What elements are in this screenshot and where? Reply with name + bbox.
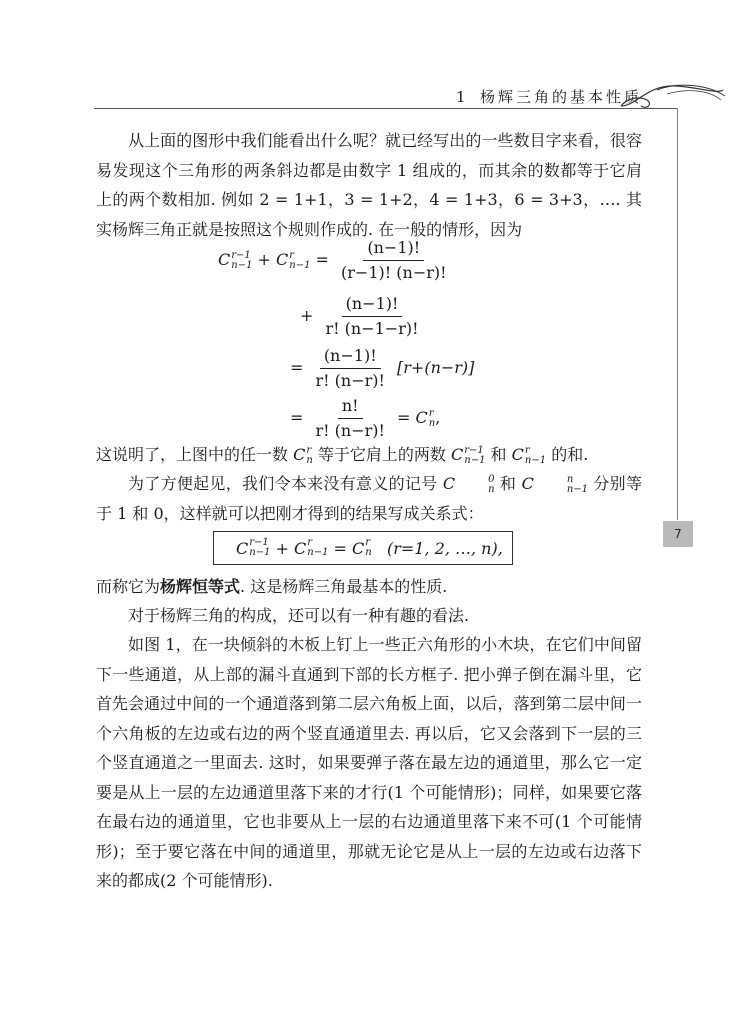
paragraph-3: 为了方便起见，我们令本来没有意义的记号 C 0 n 和 C n n−1 分别等于 1 和 0，这样就可以把刚才得到的结果写成关系式： (96, 473, 642, 523)
equation-line-4: = $\frac{n!}{r! (n-r)!}$ = C r n , (290, 396, 441, 440)
term-yanghui-identity: 杨辉恒等式 (160, 577, 241, 596)
running-header (0, 0, 730, 120)
eq3-bracket: [r+(n−r)] (397, 358, 475, 377)
yanghui-identity-box: C r−1 n−1 + C r n−1 = C r n (r=1, 2, …, n), (213, 531, 513, 565)
equation-line-2: + $\frac{(n-1)!}{r! (n-1-r)!}$ (300, 294, 426, 339)
eq2-numerator: (n−1)! (342, 294, 403, 317)
page-number-tab: 7 (663, 521, 693, 547)
eq3-numerator: (n−1)! (320, 346, 381, 369)
chapter-title: 杨辉三角的基本性质 (480, 88, 643, 106)
eq1-denominator: (r−1)! (n−r)! (341, 263, 447, 282)
paragraph-5: 对于杨辉三角的构成，还可以有一种有趣的看法. (128, 606, 470, 625)
paragraph-4: 而称它为杨辉恒等式. 这是杨辉三角最基本的性质. (96, 577, 448, 596)
paragraph-6: 如图 1，在一块倾斜的木板上钉上一些正六角形的小木块，在它们中间留下一些通道，从上部的漏斗直通到下部的长方框子. 把小弹子倒在漏斗里，它首先会通过中间的一个通道落到第二层六角板上面，以后，落到第二层中间一个六角板的左边或右边的两个竖直通道里去. 再以后，它又会落到下一层的三个竖直通道之一里面去. 这时，如果要弹子落在最左边的通道里，那么它一定要是从上一层的左边通道里落下来的才行(1 个可能情形)；同样，如果要它落在最右边的通道里，它也非要从上一层的右边通道里落下来不可(1 个可能情形)；至于要它落在中间的通道里，那就无论它是从上一层的左边或右边落下来的都成(2 个可能情形). (96, 635, 642, 890)
side-rule (677, 108, 678, 520)
header-rule (94, 108, 678, 109)
equation-line-1: C r−1 n−1 + C r n−1 = $\frac{(n-1)!}{(r-1)! (n-r)!}$ (218, 238, 454, 283)
eq4-numerator: n! (338, 396, 363, 419)
eq3-denominator: r! (n−r)! (315, 371, 385, 390)
chapter-number: 1 (456, 88, 466, 106)
paragraph-2: 这说明了，上图中的任一数 C r n 等于它肩上的两数 C r−1 n−1 和 C r n−1 的和. (96, 444, 589, 466)
equation-line-3: = $\frac{(n-1)!}{r! (n-r)!}$ [r+(n−r)] (290, 346, 475, 390)
paragraph-1: 从上面的图形中我们能看出什么呢？就已经写出的一些数目字来看，很容易发现这个三角形的两条斜边都是由数字 1 组成的，而其余的数都等于它肩上的两个数相加. 例如 2 = 1+1，3 = 1+2，4 = 1+3，6 = 3+3，…. 其实杨辉三角正就是按照这个规则作成的. 在一般的情形，因为 (96, 131, 642, 239)
eq4-denominator: r! (n−r)! (315, 421, 385, 440)
eq1-numerator: (n−1)! (363, 238, 424, 261)
identity-range: (r=1, 2, …, n), (387, 538, 503, 558)
decorative-swirl-icon (617, 80, 727, 110)
eq2-denominator: r! (n−1−r)! (325, 319, 419, 338)
